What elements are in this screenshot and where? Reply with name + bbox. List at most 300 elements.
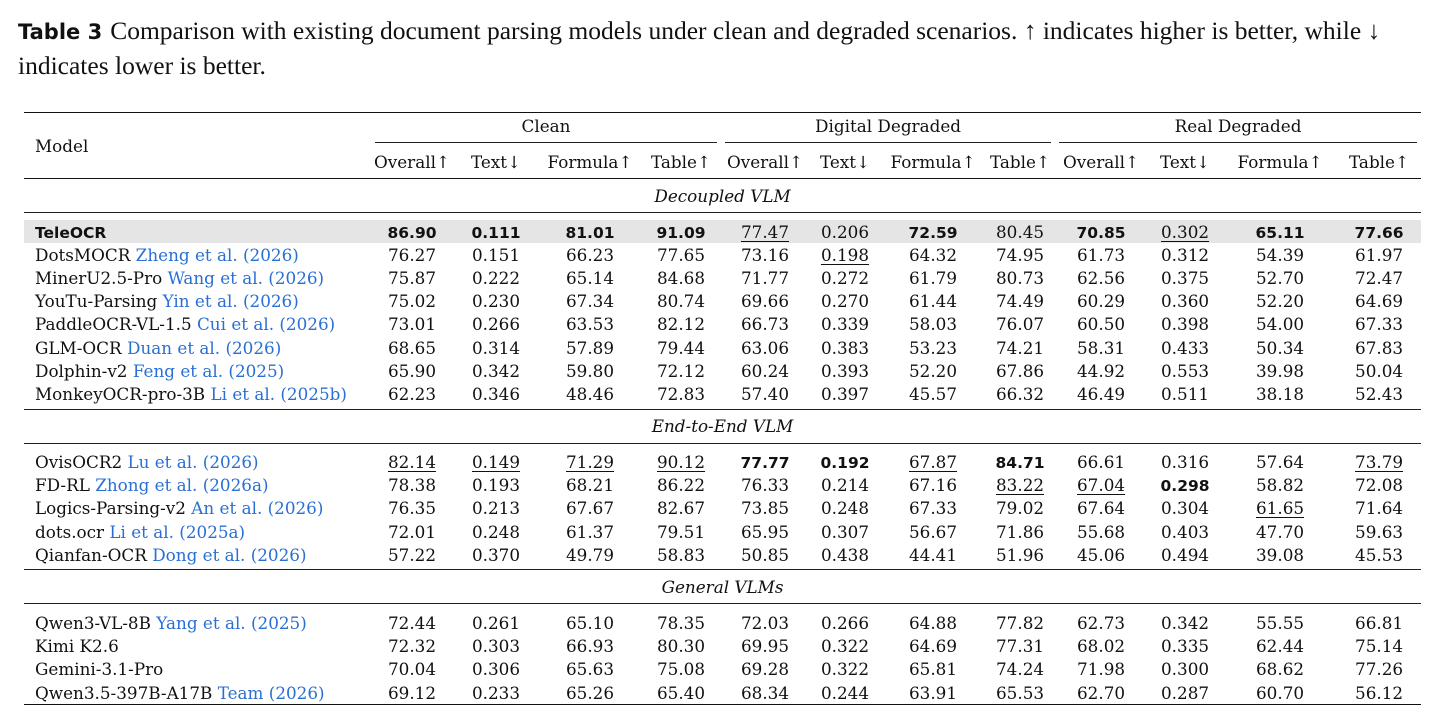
value-cell [371,359,453,382]
cell-value: 67.16 [908,475,958,496]
model-name-cell [24,497,371,520]
value-cell [1055,474,1147,497]
value-cell [1223,382,1337,405]
table-row [24,658,1421,681]
cell-value: 80.73 [996,267,1045,288]
value-cell [1147,336,1223,359]
cell-value: 66.32 [996,383,1045,404]
value-cell [1337,220,1421,243]
value-cell [453,290,539,313]
value-cell [539,681,641,705]
cell-value: 64.32 [908,244,958,265]
citation-link[interactable]: Lu et al. (2026) [127,452,259,473]
value-cell [721,313,809,336]
cell-value: 74.24 [996,659,1045,680]
value-cell [539,359,641,382]
citation-link[interactable]: Dong et al. (2026) [152,544,307,565]
value-cell [371,497,453,520]
table-row [24,474,1421,497]
cell-value: 0.370 [471,544,521,565]
cell-value: 61.44 [908,291,958,312]
value-cell [721,266,809,289]
cell-value: 0.248 [820,498,870,519]
value-cell [1337,497,1421,520]
value-cell [1147,497,1223,520]
caption-text: Comparison with existing document parsing models under clean and degraded scenarios. ↑ indicates higher is better, while ↓ indicates lower is better. [18,16,1381,80]
cell-value: 60.24 [740,360,790,381]
value-cell [453,520,539,543]
model-name-cell [24,451,371,474]
value-cell [721,635,809,658]
cell-value: 71.64 [1355,498,1404,519]
citation-link[interactable]: Duan et al. (2026) [126,337,282,358]
citation-link[interactable]: Yin et al. (2026) [162,291,299,312]
cell-value: 81.01 [565,223,615,242]
cell-value: 45.57 [908,383,958,404]
value-cell [371,382,453,405]
value-cell [1223,220,1337,243]
value-cell [809,474,881,497]
cell-value: 0.314 [471,337,521,358]
value-cell [453,313,539,336]
value-cell [453,359,539,382]
value-cell [1337,474,1421,497]
value-cell [1337,681,1421,705]
cell-value: 0.511 [1161,383,1210,404]
value-cell [1337,543,1421,566]
cell-value: 63.06 [740,337,790,358]
value-cell [881,658,985,681]
cell-value: 79.44 [656,337,706,358]
model-name-cell [24,359,371,382]
cell-value: 46.49 [1077,383,1126,404]
value-cell [1055,635,1147,658]
model-name-cell [24,611,371,634]
model-name: Qwen3-VL-8B [35,613,157,634]
value-cell [641,313,721,336]
value-cell [881,635,985,658]
value-cell [1055,658,1147,681]
value-cell [1337,451,1421,474]
table-row [24,290,1421,313]
cell-value: 78.35 [656,613,706,634]
cell-value: 72.32 [387,636,437,657]
value-cell [371,611,453,634]
cell-value: 74.21 [996,337,1045,358]
cell-value: 71.77 [740,267,790,288]
cell-value: 66.61 [1077,452,1126,473]
value-cell [539,611,641,634]
cell-value: 77.47 [740,221,790,242]
metric-header-real-degraded-formula: Formula↑ [1223,146,1337,179]
value-cell [1223,520,1337,543]
cell-value: 75.08 [656,659,706,680]
cell-value: 90.12 [656,452,706,473]
value-cell [453,611,539,634]
value-cell [809,658,881,681]
value-cell [881,497,985,520]
cell-value: 64.88 [908,613,958,634]
value-cell [985,681,1055,705]
value-cell [641,336,721,359]
cell-value: 72.03 [740,613,790,634]
model-name-cell [24,290,371,313]
cell-value: 80.30 [656,636,706,657]
value-cell [641,497,721,520]
model-name: Dolphin-v2 [35,360,133,381]
cell-value: 65.11 [1255,223,1305,242]
model-name-cell [24,474,371,497]
value-cell [453,243,539,266]
cell-value: 69.95 [740,636,790,657]
cell-value: 52.20 [908,360,958,381]
value-cell [371,243,453,266]
cell-value: 0.403 [1161,521,1210,542]
cell-value: 0.213 [471,498,521,519]
cell-value: 0.342 [1161,613,1210,634]
value-cell [809,543,881,566]
cell-value: 0.300 [1161,659,1210,680]
cell-value: 58.31 [1077,337,1126,358]
model-name-cell [24,336,371,359]
cell-value: 0.192 [820,454,870,473]
cell-value: 44.92 [1077,360,1126,381]
value-cell [1223,543,1337,566]
cell-value: 0.383 [820,337,870,358]
cell-value: 39.98 [1256,360,1305,381]
cell-value: 65.53 [996,682,1045,703]
model-name-cell [24,681,371,705]
value-cell [985,543,1055,566]
value-cell [453,658,539,681]
cell-value: 0.287 [1161,682,1210,703]
model-column-header: Model [24,113,371,179]
value-cell [721,611,809,634]
group-header-real-degraded: Real Degraded [1055,113,1421,147]
value-cell [641,220,721,243]
cell-value: 65.95 [740,521,790,542]
cell-value: 45.06 [1077,544,1126,565]
value-cell [1147,313,1223,336]
cell-value: 0.306 [471,659,521,680]
value-cell [1147,474,1223,497]
cell-value: 65.63 [565,659,615,680]
model-name: Qianfan-OCR [35,544,153,565]
cell-value: 68.65 [387,337,437,358]
cell-value: 38.18 [1256,383,1305,404]
value-cell [1147,520,1223,543]
table-caption [18,14,1430,82]
model-name: MonkeyOCR-pro-3B [35,383,211,404]
cell-value: 67.33 [1355,314,1404,335]
value-cell [809,520,881,543]
value-cell [809,382,881,405]
cell-value: 0.193 [471,475,521,496]
cell-value: 0.335 [1161,636,1210,657]
value-cell [1337,520,1421,543]
cell-value: 80.45 [996,221,1045,242]
value-cell [641,474,721,497]
model-name: OvisOCR2 [35,452,128,473]
cell-value: 61.73 [1077,244,1126,265]
cell-value: 65.26 [565,682,615,703]
value-cell [453,543,539,566]
cell-value: 68.34 [740,682,790,703]
cell-value: 63.53 [565,314,615,335]
value-cell [1055,243,1147,266]
cell-value: 65.90 [387,360,437,381]
metric-header-clean-formula: Formula↑ [539,146,641,179]
value-cell [539,658,641,681]
table-row [24,611,1421,634]
citation-link[interactable]: An et al. (2026) [191,498,324,519]
cell-value: 55.55 [1256,613,1305,634]
cell-value: 52.70 [1256,267,1305,288]
value-cell [1055,497,1147,520]
value-cell [641,543,721,566]
value-cell [721,382,809,405]
table-row [24,681,1421,705]
cell-value: 60.29 [1077,291,1126,312]
value-cell [539,474,641,497]
cell-value: 83.22 [996,475,1045,496]
cell-value: 50.04 [1355,360,1404,381]
value-cell [985,497,1055,520]
model-name-cell [24,635,371,658]
value-cell [1147,658,1223,681]
cell-value: 59.63 [1355,521,1404,542]
cell-value: 0.433 [1161,337,1210,358]
value-cell [1223,497,1337,520]
value-cell [721,220,809,243]
value-cell [1147,266,1223,289]
cell-value: 75.14 [1355,636,1404,657]
cell-value: 65.10 [565,613,615,634]
value-cell [809,336,881,359]
value-cell [1337,359,1421,382]
cell-value: 0.312 [1161,244,1210,265]
cell-value: 0.230 [471,291,521,312]
value-cell [371,681,453,705]
cell-value: 57.64 [1256,452,1305,473]
cell-value: 71.86 [996,521,1045,542]
value-cell [539,290,641,313]
model-name: MinerU2.5-Pro [35,267,168,288]
cell-value: 57.89 [565,337,615,358]
cell-value: 79.02 [996,498,1045,519]
cell-value: 76.27 [387,244,437,265]
value-cell [453,336,539,359]
citation-link[interactable]: Zheng et al. (2026) [135,244,299,265]
cell-value: 68.02 [1077,636,1126,657]
cell-value: 63.91 [908,682,958,703]
value-cell [539,243,641,266]
cell-value: 67.64 [1077,498,1126,519]
metric-header-real-degraded-table: Table↑ [1337,146,1421,179]
value-cell [1147,681,1223,705]
cell-value: 0.342 [471,360,521,381]
value-cell [985,451,1055,474]
table-row [24,243,1421,266]
value-cell [1055,290,1147,313]
value-cell [1337,336,1421,359]
value-cell [721,543,809,566]
cell-value: 71.98 [1077,659,1126,680]
cell-value: 0.322 [820,636,870,657]
value-cell [1055,611,1147,634]
cell-value: 0.304 [1161,498,1210,519]
value-cell [721,658,809,681]
value-cell [985,220,1055,243]
citation-link[interactable]: Wang et al. (2026) [167,267,325,288]
citation-link[interactable]: Team (2026) [217,682,325,703]
metric-header-clean-table: Table↑ [641,146,721,179]
cell-value: 0.149 [471,452,521,473]
value-cell [1337,635,1421,658]
cell-value: 0.266 [820,613,870,634]
value-cell [539,336,641,359]
value-cell [881,266,985,289]
cell-value: 66.73 [740,314,790,335]
cell-value: 0.553 [1161,360,1210,381]
value-cell [539,382,641,405]
cell-value: 77.26 [1355,659,1404,680]
cell-value: 70.85 [1076,223,1126,242]
value-cell [721,474,809,497]
cell-value: 55.68 [1077,521,1126,542]
cell-value: 77.82 [996,613,1045,634]
value-cell [985,359,1055,382]
cell-value: 0.248 [471,521,521,542]
value-cell [985,474,1055,497]
cell-value: 0.397 [820,383,870,404]
cell-value: 0.438 [820,544,870,565]
cell-value: 0.198 [820,244,870,265]
citation-link[interactable]: Yang et al. (2025) [156,613,307,634]
cell-value: 67.04 [1077,475,1126,496]
cell-value: 57.40 [740,383,790,404]
value-cell [1223,313,1337,336]
value-cell [371,520,453,543]
cell-value: 74.49 [996,291,1045,312]
value-cell [881,313,985,336]
value-cell [453,635,539,658]
cell-value: 57.22 [387,544,437,565]
cell-value: 76.33 [740,475,790,496]
cell-value: 82.67 [656,498,706,519]
value-cell [1055,266,1147,289]
cell-value: 0.398 [1161,314,1210,335]
model-name-cell [24,266,371,289]
value-cell [1223,451,1337,474]
cell-value: 61.79 [908,267,958,288]
value-cell [453,266,539,289]
model-name: YouTu-Parsing [35,291,163,312]
section-title-general-vlms: General VLMs [24,570,1421,604]
cell-value: 75.02 [387,291,437,312]
citation-link[interactable]: Cui et al. (2026) [196,314,336,335]
cell-value: 67.86 [996,360,1045,381]
value-cell [1147,220,1223,243]
value-cell [539,451,641,474]
cell-value: 62.44 [1256,636,1305,657]
value-cell [1147,359,1223,382]
value-cell [985,635,1055,658]
cell-value: 61.65 [1256,498,1305,519]
cell-value: 0.298 [1160,477,1210,496]
value-cell [985,290,1055,313]
cell-value: 65.40 [656,682,706,703]
value-cell [1337,243,1421,266]
value-cell [539,266,641,289]
value-cell [641,243,721,266]
cell-value: 44.41 [908,544,958,565]
value-cell [1147,543,1223,566]
cell-value: 79.51 [656,521,706,542]
cell-value: 0.233 [471,682,521,703]
cell-value: 82.14 [387,452,437,473]
citation-link[interactable]: Li et al. (2025a) [109,521,246,542]
value-cell [881,359,985,382]
citation-link[interactable]: Feng et al. (2025) [132,360,285,381]
value-cell [809,611,881,634]
metric-header-clean-overall: Overall↑ [371,146,453,179]
value-cell [371,635,453,658]
value-cell [721,681,809,705]
model-name: Gemini-3.1-Pro [35,659,164,680]
value-cell [809,359,881,382]
cell-value: 91.09 [656,223,706,242]
value-cell [539,497,641,520]
comparison-table [24,112,1421,705]
value-cell [539,520,641,543]
value-cell [1337,382,1421,405]
cell-value: 0.270 [820,291,870,312]
citation-link[interactable]: Li et al. (2025b) [210,383,347,404]
model-name-cell [24,220,371,243]
caption-label: Table 3 [18,20,103,44]
cell-value: 0.266 [471,314,521,335]
cell-value: 72.01 [387,521,437,542]
cell-value: 0.307 [820,521,870,542]
cell-value: 72.08 [1355,475,1404,496]
cell-value: 0.494 [1161,544,1210,565]
value-cell [809,313,881,336]
citation-link[interactable]: Zhong et al. (2026a) [95,475,269,496]
cell-value: 0.261 [471,613,521,634]
cell-value: 51.96 [996,544,1045,565]
cell-value: 66.23 [565,244,615,265]
cell-value: 67.33 [908,498,958,519]
value-cell [881,543,985,566]
cell-value: 67.83 [1355,337,1404,358]
cell-value: 86.22 [656,475,706,496]
value-cell [1223,635,1337,658]
value-cell [371,290,453,313]
cell-value: 0.222 [471,267,521,288]
cell-value: 60.50 [1077,314,1126,335]
value-cell [1055,543,1147,566]
table-row [24,520,1421,543]
cell-value: 0.206 [820,221,870,242]
table-row [24,313,1421,336]
cell-value: 65.14 [565,267,615,288]
model-name: TeleOCR [35,223,107,242]
cell-value: 84.71 [995,454,1045,473]
cell-value: 50.34 [1256,337,1305,358]
value-cell [1147,451,1223,474]
value-cell [881,474,985,497]
